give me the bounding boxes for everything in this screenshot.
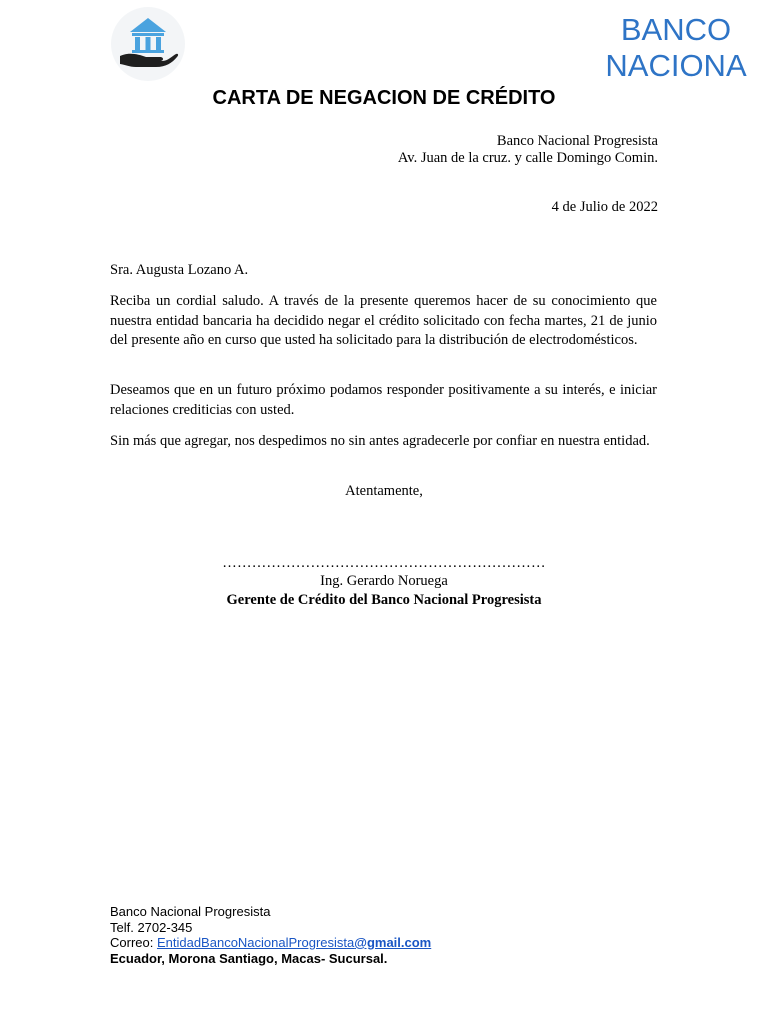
footer-email-user: EntidadBancoNacionalProgresista <box>156 935 355 950</box>
closing-salutation: Atentamente, <box>345 483 423 499</box>
footer-location: Ecuador, Morona Santiago, Macas- Sucursal. <box>110 950 388 966</box>
recipient-greeting: Sra. Augusta Lozano A. <box>110 262 249 278</box>
signature-line: ………………………………………………………… <box>222 555 546 571</box>
body-paragraph-3: Sin más que agregar, nos despedimos no sin antes agradecerle por confiar en nuestra entidad. <box>110 433 650 449</box>
sender-address-block <box>398 133 658 167</box>
footer-bank-name: Banco Nacional Progresista <box>110 904 271 919</box>
brand-line-1: BANCO <box>620 12 732 47</box>
footer-email-domain: @gmail.com <box>354 935 432 950</box>
footer-email-row <box>110 935 431 951</box>
bank-logo-icon <box>108 6 188 82</box>
footer-email-label: Correo: <box>110 935 157 950</box>
body-paragraph-2: Deseamos que en un futuro próximo podamos responder positivamente a su interés, e iniciar relaciones crediticias con usted. <box>110 382 657 418</box>
sender-address: Av. Juan de la cruz. y calle Domingo Comin. <box>397 150 658 166</box>
letter-title: CARTA DE NEGACION DE CRÉDITO <box>212 87 556 109</box>
footer-phone: Telf. 2702-345 <box>110 919 193 935</box>
brand-name <box>596 12 756 84</box>
body-paragraph-1: Reciba un cordial saludo. A través de la presente queremos hacer de su conocimiento que nuestra entidad bancaria ha decidido negar el crédito solicitado con fecha martes, 21 de junio del presente año en curso que usted ha solicitado para la distribución de electrodomésticos. <box>110 293 657 348</box>
signer-name: Ing. Gerardo Noruega <box>320 573 448 589</box>
signer-role: Gerente de Crédito del Banco Nacional Progresista <box>226 592 542 608</box>
brand-line-2: NACIONA <box>605 48 747 83</box>
footer-contact <box>110 904 431 966</box>
footer-email-link[interactable] <box>157 935 431 950</box>
sender-name: Banco Nacional Progresista <box>496 133 658 149</box>
letter-date: 4 de Julio de 2022 <box>551 199 658 215</box>
